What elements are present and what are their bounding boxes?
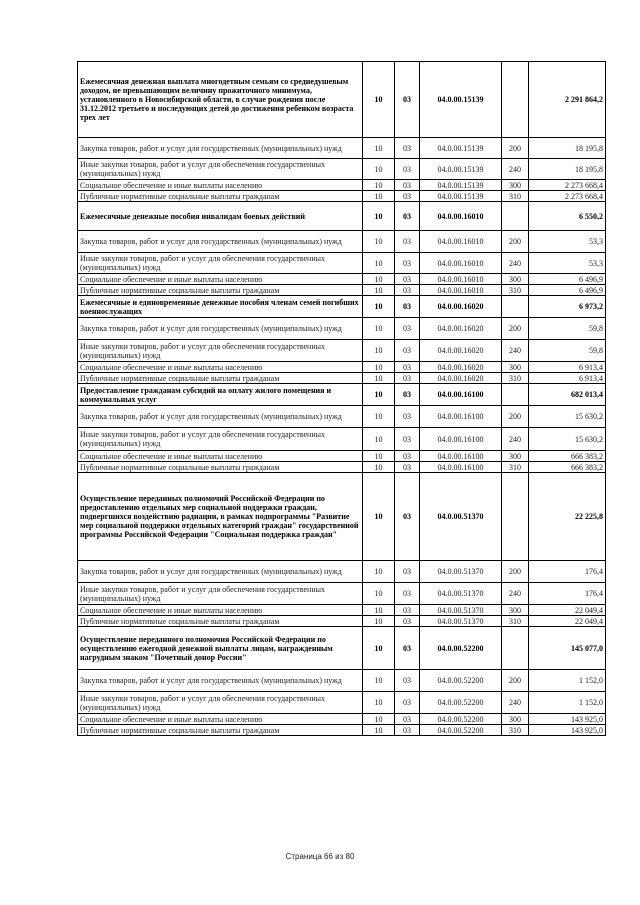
row-section-cell: 10: [363, 138, 395, 159]
table-row: [78, 138, 606, 159]
row-expense-type-cell: 300: [502, 274, 529, 285]
row-target-article-cell: 04.0.00.16100: [420, 406, 502, 428]
row-amount-cell: 6 913,4: [529, 373, 606, 384]
row-name-cell: Иные закупки товаров, работ и услуг для обеспечения государственных (муниципальных) нужд: [78, 340, 363, 362]
row-name-cell: Закупка товаров, работ и услуг для государственных (муниципальных) нужд: [78, 138, 363, 159]
row-expense-type-cell: 300: [502, 714, 529, 725]
row-target-article-cell: 04.0.00.51370: [420, 616, 502, 627]
row-name-cell: Социальное обеспечение и иные выплаты населению: [78, 714, 363, 725]
row-subsection-cell: 03: [395, 473, 420, 561]
row-name-cell: Закупка товаров, работ и услуг для государственных (муниципальных) нужд: [78, 406, 363, 428]
table-row: [78, 253, 606, 274]
table-row: [78, 714, 606, 725]
row-expense-type-cell: 310: [502, 373, 529, 384]
row-section-cell: 10: [363, 714, 395, 725]
row-expense-type-cell: 240: [502, 253, 529, 274]
row-section-cell: 10: [363, 428, 395, 451]
row-target-article-cell: 04.0.00.15139: [420, 191, 502, 202]
row-subsection-cell: 03: [395, 428, 420, 451]
table-row: [78, 318, 606, 340]
row-section-cell: 10: [363, 180, 395, 191]
row-name-cell: Социальное обеспечение и иные выплаты населению: [78, 274, 363, 285]
row-target-article-cell: 04.0.00.51370: [420, 605, 502, 616]
table-row: [78, 191, 606, 202]
row-name-cell: Закупка товаров, работ и услуг для государственных (муниципальных) нужд: [78, 670, 363, 692]
row-section-cell: 10: [363, 159, 395, 180]
table-row: [78, 231, 606, 253]
table-row: [78, 462, 606, 473]
table-row: [78, 406, 606, 428]
row-subsection-cell: 03: [395, 285, 420, 296]
budget-table-body: [78, 62, 606, 736]
row-subsection-cell: 03: [395, 616, 420, 627]
table-row: [78, 62, 606, 138]
row-name-cell: Публичные нормативные социальные выплаты гражданам: [78, 725, 363, 736]
row-target-article-cell: 04.0.00.16010: [420, 285, 502, 296]
row-expense-type-cell: 200: [502, 231, 529, 253]
row-amount-cell: 176,4: [529, 561, 606, 583]
row-name-cell: Социальное обеспечение и иные выплаты населению: [78, 451, 363, 462]
row-section-cell: 10: [363, 670, 395, 692]
row-section-cell: 10: [363, 231, 395, 253]
row-section-cell: 10: [363, 384, 395, 406]
table-row: [78, 725, 606, 736]
row-expense-type-cell: 300: [502, 451, 529, 462]
row-amount-cell: 176,4: [529, 583, 606, 605]
row-target-article-cell: 04.0.00.16020: [420, 318, 502, 340]
table-row: [78, 159, 606, 180]
row-subsection-cell: 03: [395, 62, 420, 138]
row-amount-cell: 6 496,9: [529, 274, 606, 285]
row-subsection-cell: 03: [395, 583, 420, 605]
row-target-article-cell: 04.0.00.15139: [420, 138, 502, 159]
table-row: [78, 692, 606, 714]
row-amount-cell: 682 013,4: [529, 384, 606, 406]
row-amount-cell: 145 077,0: [529, 627, 606, 670]
row-subsection-cell: 03: [395, 725, 420, 736]
row-amount-cell: 6 550,2: [529, 202, 606, 231]
row-name-cell: Иные закупки товаров, работ и услуг для обеспечения государственных (муниципальных) нужд: [78, 253, 363, 274]
row-section-cell: 10: [363, 406, 395, 428]
row-section-cell: 10: [363, 725, 395, 736]
row-amount-cell: 2 273 668,4: [529, 191, 606, 202]
row-name-cell: Социальное обеспечение и иные выплаты населению: [78, 605, 363, 616]
row-name-cell: Публичные нормативные социальные выплаты гражданам: [78, 616, 363, 627]
row-name-cell: Публичные нормативные социальные выплаты гражданам: [78, 373, 363, 384]
row-amount-cell: 1 152,0: [529, 692, 606, 714]
row-target-article-cell: 04.0.00.52200: [420, 627, 502, 670]
table-row: [78, 616, 606, 627]
row-section-cell: 10: [363, 616, 395, 627]
row-name-cell: Социальное обеспечение и иные выплаты населению: [78, 180, 363, 191]
row-expense-type-cell: 310: [502, 462, 529, 473]
row-amount-cell: 53,3: [529, 253, 606, 274]
row-section-cell: 10: [363, 296, 395, 318]
row-amount-cell: 22 049,4: [529, 616, 606, 627]
row-section-cell: 10: [363, 253, 395, 274]
table-row: [78, 627, 606, 670]
row-name-cell: Закупка товаров, работ и услуг для государственных (муниципальных) нужд: [78, 318, 363, 340]
row-amount-cell: 6 496,9: [529, 285, 606, 296]
row-expense-type-cell: 240: [502, 159, 529, 180]
row-expense-type-cell: 310: [502, 191, 529, 202]
row-target-article-cell: 04.0.00.51370: [420, 561, 502, 583]
row-amount-cell: 59,8: [529, 340, 606, 362]
table-row: [78, 583, 606, 605]
row-name-cell: Ежемесячные денежные пособия инвалидам боевых действий: [78, 202, 363, 231]
row-expense-type-cell: 200: [502, 318, 529, 340]
row-subsection-cell: 03: [395, 253, 420, 274]
row-section-cell: 10: [363, 191, 395, 202]
row-subsection-cell: 03: [395, 670, 420, 692]
row-target-article-cell: 04.0.00.15139: [420, 159, 502, 180]
row-name-cell: Публичные нормативные социальные выплаты гражданам: [78, 462, 363, 473]
row-target-article-cell: 04.0.00.15139: [420, 62, 502, 138]
row-amount-cell: 53,3: [529, 231, 606, 253]
row-subsection-cell: 03: [395, 692, 420, 714]
row-subsection-cell: 03: [395, 714, 420, 725]
row-subsection-cell: 03: [395, 159, 420, 180]
row-expense-type-cell: 240: [502, 583, 529, 605]
row-target-article-cell: 04.0.00.16010: [420, 253, 502, 274]
row-section-cell: 10: [363, 274, 395, 285]
row-target-article-cell: 04.0.00.16020: [420, 362, 502, 373]
row-name-cell: Иные закупки товаров, работ и услуг для обеспечения государственных (муниципальных) нужд: [78, 583, 363, 605]
row-expense-type-cell: [502, 62, 529, 138]
row-name-cell: Иные закупки товаров, работ и услуг для обеспечения государственных (муниципальных) нужд: [78, 692, 363, 714]
row-section-cell: 10: [363, 451, 395, 462]
row-target-article-cell: 04.0.00.16020: [420, 296, 502, 318]
row-subsection-cell: 03: [395, 462, 420, 473]
row-name-cell: Публичные нормативные социальные выплаты гражданам: [78, 285, 363, 296]
row-target-article-cell: 04.0.00.51370: [420, 583, 502, 605]
row-subsection-cell: 03: [395, 138, 420, 159]
row-name-cell: Осуществление переданных полномочий Российской Федерации по предоставлению отдельных мер социальной поддержки граждан, подвергшихся воздействию радиации, в рамках подпрограммы "Развитие мер социальной поддержки отдельных категорий граждан" государственной программы Российской Федерации "Социальная поддержка граждан": [78, 473, 363, 561]
row-expense-type-cell: [502, 384, 529, 406]
row-name-cell: Осуществление переданного полномочия Российской Федерации по осуществлению ежегодной денежной выплаты лицам, награжденным нагрудным знаком "Почетный донор России": [78, 627, 363, 670]
row-subsection-cell: 03: [395, 202, 420, 231]
row-subsection-cell: 03: [395, 384, 420, 406]
row-expense-type-cell: 300: [502, 362, 529, 373]
table-row: [78, 384, 606, 406]
row-target-article-cell: 04.0.00.52200: [420, 714, 502, 725]
row-name-cell: Социальное обеспечение и иные выплаты населению: [78, 362, 363, 373]
row-target-article-cell: 04.0.00.16020: [420, 373, 502, 384]
table-row: [78, 296, 606, 318]
row-subsection-cell: 03: [395, 627, 420, 670]
row-subsection-cell: 03: [395, 180, 420, 191]
row-target-article-cell: 04.0.00.52200: [420, 670, 502, 692]
row-expense-type-cell: 240: [502, 340, 529, 362]
row-subsection-cell: 03: [395, 605, 420, 616]
table-row: [78, 670, 606, 692]
row-section-cell: 10: [363, 605, 395, 616]
row-expense-type-cell: [502, 202, 529, 231]
row-section-cell: 10: [363, 462, 395, 473]
row-expense-type-cell: 310: [502, 616, 529, 627]
row-amount-cell: 1 152,0: [529, 670, 606, 692]
row-amount-cell: 2 273 668,4: [529, 180, 606, 191]
row-target-article-cell: 04.0.00.52200: [420, 725, 502, 736]
row-name-cell: Иные закупки товаров, работ и услуг для обеспечения государственных (муниципальных) нужд: [78, 159, 363, 180]
table-row: [78, 605, 606, 616]
table-row: [78, 202, 606, 231]
table-row: [78, 340, 606, 362]
row-amount-cell: 18 195,8: [529, 159, 606, 180]
table-row: [78, 274, 606, 285]
row-expense-type-cell: 310: [502, 725, 529, 736]
row-target-article-cell: 04.0.00.16020: [420, 340, 502, 362]
row-expense-type-cell: 200: [502, 670, 529, 692]
row-target-article-cell: 04.0.00.16100: [420, 428, 502, 451]
row-target-article-cell: 04.0.00.16100: [420, 451, 502, 462]
row-section-cell: 10: [363, 627, 395, 670]
row-expense-type-cell: 300: [502, 605, 529, 616]
row-section-cell: 10: [363, 692, 395, 714]
row-amount-cell: 15 630,2: [529, 428, 606, 451]
row-amount-cell: 143 925,0: [529, 725, 606, 736]
row-subsection-cell: 03: [395, 296, 420, 318]
row-name-cell: Ежемесячная денежная выплата многодетным семьям со среднедушевым доходом, не превышающим величину прожиточного минимума, установленного в Новосибирской области, в случае рождения после 31.12.2012 третьего и последующих детей до достижения ребенком возраста трех лет: [78, 62, 363, 138]
row-expense-type-cell: [502, 627, 529, 670]
table-row: [78, 373, 606, 384]
row-expense-type-cell: [502, 296, 529, 318]
row-section-cell: 10: [363, 362, 395, 373]
row-amount-cell: 666 383,2: [529, 462, 606, 473]
row-amount-cell: 143 925,0: [529, 714, 606, 725]
row-name-cell: Закупка товаров, работ и услуг для государственных (муниципальных) нужд: [78, 231, 363, 253]
row-section-cell: 10: [363, 202, 395, 231]
row-section-cell: 10: [363, 285, 395, 296]
budget-table: [77, 61, 606, 736]
table-row: [78, 180, 606, 191]
row-expense-type-cell: 200: [502, 138, 529, 159]
row-target-article-cell: 04.0.00.16010: [420, 231, 502, 253]
row-subsection-cell: 03: [395, 191, 420, 202]
row-section-cell: 10: [363, 62, 395, 138]
page-footer: Страница 66 из 80: [285, 852, 355, 861]
row-expense-type-cell: 240: [502, 692, 529, 714]
row-amount-cell: 2 291 864,2: [529, 62, 606, 138]
row-amount-cell: 666 383,2: [529, 451, 606, 462]
row-amount-cell: 15 630,2: [529, 406, 606, 428]
row-target-article-cell: 04.0.00.15139: [420, 180, 502, 191]
row-name-cell: Предоставление гражданам субсидий на оплату жилого помещения и коммунальных услуг: [78, 384, 363, 406]
row-expense-type-cell: 310: [502, 285, 529, 296]
row-target-article-cell: 04.0.00.51370: [420, 473, 502, 561]
row-target-article-cell: 04.0.00.52200: [420, 692, 502, 714]
row-subsection-cell: 03: [395, 340, 420, 362]
row-expense-type-cell: [502, 473, 529, 561]
table-row: [78, 451, 606, 462]
row-name-cell: Закупка товаров, работ и услуг для государственных (муниципальных) нужд: [78, 561, 363, 583]
row-section-cell: 10: [363, 318, 395, 340]
row-subsection-cell: 03: [395, 231, 420, 253]
row-name-cell: Иные закупки товаров, работ и услуг для обеспечения государственных (муниципальных) нужд: [78, 428, 363, 451]
row-amount-cell: 22 049,4: [529, 605, 606, 616]
table-row: [78, 285, 606, 296]
row-expense-type-cell: 200: [502, 406, 529, 428]
row-subsection-cell: 03: [395, 561, 420, 583]
row-section-cell: 10: [363, 583, 395, 605]
row-section-cell: 10: [363, 561, 395, 583]
row-target-article-cell: 04.0.00.16010: [420, 202, 502, 231]
table-row: [78, 428, 606, 451]
table-row: [78, 473, 606, 561]
row-subsection-cell: 03: [395, 373, 420, 384]
row-name-cell: Ежемесячные и единовременные денежные пособия членам семей погибших военнослужащих: [78, 296, 363, 318]
row-expense-type-cell: 240: [502, 428, 529, 451]
row-name-cell: Публичные нормативные социальные выплаты гражданам: [78, 191, 363, 202]
row-target-article-cell: 04.0.00.16100: [420, 462, 502, 473]
row-target-article-cell: 04.0.00.16100: [420, 384, 502, 406]
row-amount-cell: 18 195,8: [529, 138, 606, 159]
table-row: [78, 561, 606, 583]
table-row: [78, 362, 606, 373]
row-section-cell: 10: [363, 340, 395, 362]
row-amount-cell: 22 225,8: [529, 473, 606, 561]
row-section-cell: 10: [363, 373, 395, 384]
row-expense-type-cell: 200: [502, 561, 529, 583]
row-subsection-cell: 03: [395, 406, 420, 428]
row-amount-cell: 59,8: [529, 318, 606, 340]
row-subsection-cell: 03: [395, 451, 420, 462]
row-subsection-cell: 03: [395, 274, 420, 285]
row-expense-type-cell: 300: [502, 180, 529, 191]
row-subsection-cell: 03: [395, 318, 420, 340]
row-amount-cell: 6 913,4: [529, 362, 606, 373]
row-section-cell: 10: [363, 473, 395, 561]
row-target-article-cell: 04.0.00.16010: [420, 274, 502, 285]
row-amount-cell: 6 973,2: [529, 296, 606, 318]
row-subsection-cell: 03: [395, 362, 420, 373]
